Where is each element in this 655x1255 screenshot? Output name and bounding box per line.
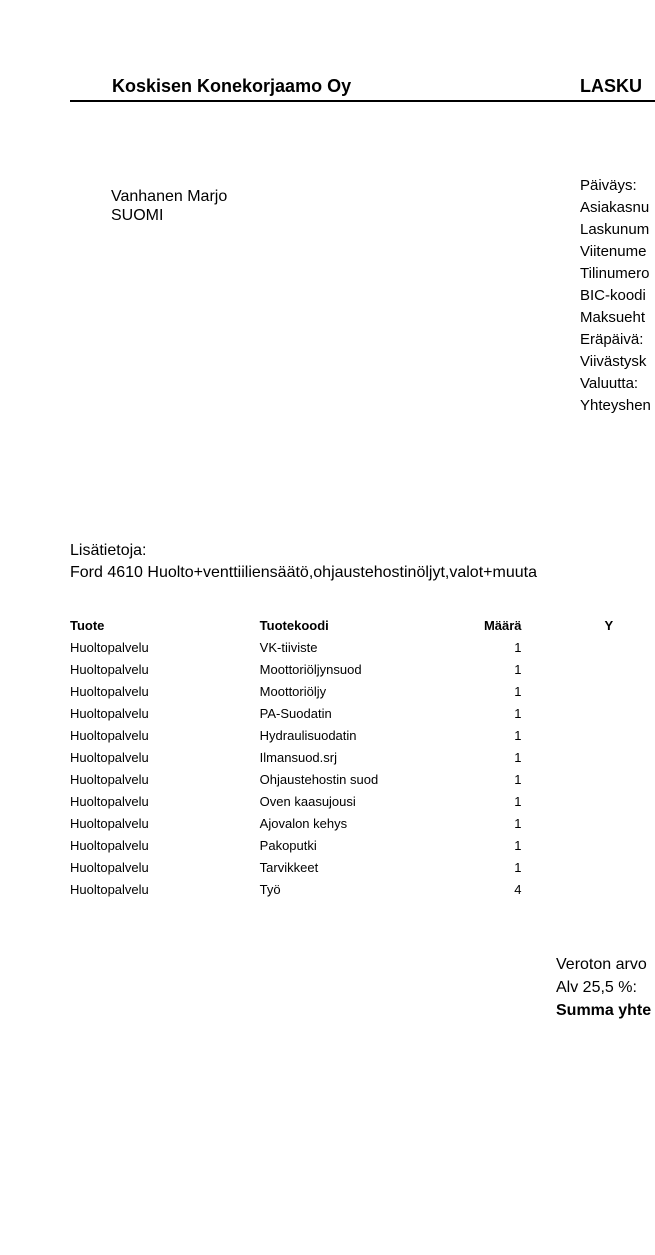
row-unit [522, 724, 655, 746]
row-quantity: 1 [514, 793, 522, 809]
row-unit [522, 856, 655, 878]
vat-label: Alv 25,5 %: [556, 979, 637, 996]
row-code: Moottoriöljynsuod [259, 661, 362, 677]
table-row [70, 680, 655, 702]
row-product: Huoltopalvelu [70, 771, 149, 787]
row-code: Työ [259, 881, 281, 897]
row-code: VK-tiiviste [259, 639, 318, 655]
row-unit [522, 636, 655, 658]
totals-section [556, 953, 651, 1022]
row-unit [522, 834, 655, 856]
row-unit [522, 812, 655, 834]
table-row [70, 856, 655, 878]
items-table-header [70, 614, 655, 636]
row-product: Huoltopalvelu [70, 837, 149, 853]
extra-info-text: Ford 4610 Huolto+venttiiliensäätö,ohjaustehostinöljyt,valot+muuta [70, 564, 537, 581]
table-row [70, 702, 655, 724]
meta-date-label: Päiväys: [580, 177, 637, 194]
row-quantity: 4 [514, 881, 522, 897]
row-code: PA-Suodatin [259, 705, 332, 721]
meta-bic-code-label: BIC-koodi [580, 287, 646, 304]
recipient-country: SUOMI [111, 207, 164, 224]
row-quantity: 1 [514, 661, 522, 677]
row-quantity: 1 [514, 771, 522, 787]
row-quantity: 1 [514, 837, 522, 853]
table-row [70, 834, 655, 856]
row-code: Oven kaasujousi [259, 793, 356, 809]
row-code: Moottoriöljy [259, 683, 327, 699]
meta-currency-label: Valuutta: [580, 375, 639, 392]
row-unit [522, 878, 655, 900]
meta-customer-number-label: Asiakasnu [580, 199, 650, 216]
row-quantity: 1 [514, 705, 522, 721]
row-product: Huoltopalvelu [70, 683, 149, 699]
table-row [70, 768, 655, 790]
extra-info-title: Lisätietoja: [70, 542, 147, 559]
row-code: Ilmansuod.srj [259, 749, 337, 765]
table-row [70, 636, 655, 658]
row-code: Hydraulisuodatin [259, 727, 357, 743]
row-unit [522, 746, 655, 768]
table-row [70, 724, 655, 746]
column-header-product: Tuote [70, 617, 105, 633]
column-header-quantity: Määrä [483, 617, 522, 633]
row-code: Tarvikkeet [259, 859, 319, 875]
row-code: Ohjaustehostin suod [259, 771, 379, 787]
row-product: Huoltopalvelu [70, 727, 149, 743]
column-header-unit: Y [604, 617, 614, 633]
row-unit [522, 768, 655, 790]
recipient-address [111, 187, 227, 225]
table-row [70, 812, 655, 834]
row-product: Huoltopalvelu [70, 815, 149, 831]
meta-reference-number-label: Viitenume [580, 243, 647, 260]
row-product: Huoltopalvelu [70, 705, 149, 721]
row-quantity: 1 [514, 815, 522, 831]
row-unit [522, 702, 655, 724]
table-row [70, 790, 655, 812]
row-unit [522, 680, 655, 702]
table-row [70, 878, 655, 900]
column-header-code: Tuotekoodi [259, 617, 329, 633]
row-product: Huoltopalvelu [70, 859, 149, 875]
row-product: Huoltopalvelu [70, 639, 149, 655]
recipient-name: Vanhanen Marjo [111, 188, 228, 205]
row-quantity: 1 [514, 683, 522, 699]
row-quantity: 1 [514, 639, 522, 655]
row-unit [522, 790, 655, 812]
meta-late-interest-label: Viivästysk [580, 353, 647, 370]
meta-due-date-label: Eräpäivä: [580, 331, 644, 348]
row-product: Huoltopalvelu [70, 793, 149, 809]
row-code: Ajovalon kehys [259, 815, 348, 831]
net-value-label: Veroton arvo [556, 956, 647, 973]
meta-account-number-label: Tilinumero [580, 265, 650, 282]
company-name: Koskisen Konekorjaamo Oy [112, 76, 352, 96]
row-quantity: 1 [514, 727, 522, 743]
row-product: Huoltopalvelu [70, 661, 149, 677]
row-product: Huoltopalvelu [70, 749, 149, 765]
row-unit [522, 658, 655, 680]
meta-invoice-number-label: Laskunum [580, 221, 650, 238]
invoice-meta [580, 175, 651, 417]
items-table [70, 614, 655, 900]
row-quantity: 1 [514, 749, 522, 765]
row-product: Huoltopalvelu [70, 881, 149, 897]
row-code: Pakoputki [259, 837, 317, 853]
total-sum-label: Summa yhte [556, 1002, 652, 1019]
meta-contact-label: Yhteyshen [580, 397, 651, 414]
row-quantity: 1 [514, 859, 522, 875]
meta-payment-terms-label: Maksueht [580, 309, 646, 326]
table-row [70, 658, 655, 680]
document-title: LASKU [580, 76, 642, 96]
header-divider [70, 100, 655, 102]
table-row [70, 746, 655, 768]
